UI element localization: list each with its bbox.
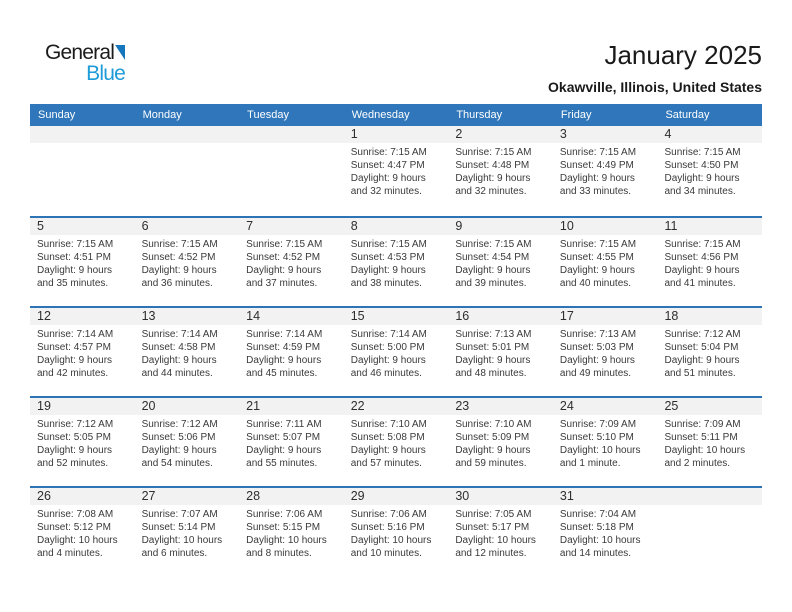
sunset-text: Sunset: 5:14 PM <box>141 522 216 533</box>
day-cell <box>30 488 135 576</box>
sunrise-text: Sunrise: 7:15 AM <box>246 239 323 250</box>
daylight-text: Daylight: 9 hours and 38 minutes. <box>350 265 426 289</box>
day-number: 19 <box>30 398 135 415</box>
day-number: 21 <box>239 398 344 415</box>
day-cell <box>30 398 135 486</box>
sunset-text: Sunset: 5:12 PM <box>37 522 111 533</box>
sunset-text: Sunset: 5:00 PM <box>350 342 425 353</box>
sunrise-text: Sunrise: 7:15 AM <box>141 239 218 250</box>
day-info <box>30 505 135 560</box>
sunrise-text: Sunrise: 7:05 AM <box>455 509 532 520</box>
day-number: 15 <box>344 308 449 325</box>
sunset-text: Sunset: 5:03 PM <box>559 342 634 353</box>
day-number: 31 <box>553 488 658 505</box>
day-number: 1 <box>344 126 449 143</box>
sunrise-text: Sunrise: 7:10 AM <box>455 419 532 430</box>
sunset-text: Sunset: 5:11 PM <box>664 432 738 443</box>
day-number <box>30 126 135 143</box>
sunset-text: Sunset: 5:05 PM <box>37 432 111 443</box>
weekday-header-cell: Monday <box>142 109 182 121</box>
day-cell <box>135 398 240 486</box>
day-info <box>135 143 240 146</box>
day-cell <box>30 218 135 306</box>
day-info <box>553 143 658 198</box>
day-number: 8 <box>344 218 449 235</box>
day-cell <box>239 488 344 576</box>
sunrise-text: Sunrise: 7:13 AM <box>559 329 637 340</box>
daylight-text: Daylight: 9 hours and 55 minutes. <box>246 445 322 469</box>
weekday-header-cell: Sunday <box>38 109 76 121</box>
day-cell <box>553 308 658 396</box>
day-cell <box>553 488 658 576</box>
sunset-text: Sunset: 4:54 PM <box>455 252 530 263</box>
day-info <box>344 505 449 560</box>
day-info <box>135 235 240 290</box>
day-info <box>30 325 135 380</box>
day-number: 18 <box>657 308 762 325</box>
day-number: 14 <box>239 308 344 325</box>
calendar-weeks <box>30 126 762 576</box>
day-cell <box>344 488 449 576</box>
day-number: 23 <box>448 398 553 415</box>
week-row <box>30 306 762 396</box>
daylight-text: Daylight: 10 hours and 10 minutes. <box>350 535 432 559</box>
sunrise-text: Sunrise: 7:06 AM <box>350 509 427 520</box>
day-number: 12 <box>30 308 135 325</box>
sunrise-text: Sunrise: 7:09 AM <box>559 419 637 430</box>
day-number <box>135 126 240 143</box>
day-number: 7 <box>239 218 344 235</box>
day-number: 9 <box>448 218 553 235</box>
day-info <box>239 415 344 470</box>
daylight-text: Daylight: 10 hours and 12 minutes. <box>455 535 536 559</box>
sunrise-text: Sunrise: 7:07 AM <box>141 509 218 520</box>
sunset-text: Sunset: 5:09 PM <box>455 432 530 443</box>
day-number: 24 <box>553 398 658 415</box>
day-cell <box>30 308 135 396</box>
sunset-text: Sunset: 5:01 PM <box>455 342 530 353</box>
logo-text-general: General <box>45 41 115 64</box>
week-row <box>30 126 762 216</box>
generalblue-logo <box>45 42 125 83</box>
day-number: 28 <box>239 488 344 505</box>
sunset-text: Sunset: 4:50 PM <box>664 160 739 171</box>
day-info <box>30 235 135 290</box>
daylight-text: Daylight: 10 hours and 1 minute. <box>559 445 641 469</box>
sunrise-text: Sunrise: 7:15 AM <box>350 239 427 250</box>
sunrise-text: Sunrise: 7:15 AM <box>350 147 427 158</box>
daylight-text: Daylight: 9 hours and 48 minutes. <box>455 355 531 379</box>
daylight-text: Daylight: 9 hours and 34 minutes. <box>664 173 740 197</box>
daylight-text: Daylight: 9 hours and 40 minutes. <box>559 265 635 289</box>
sunrise-text: Sunrise: 7:15 AM <box>455 147 532 158</box>
sunrise-text: Sunrise: 7:09 AM <box>664 419 741 430</box>
daylight-text: Daylight: 9 hours and 46 minutes. <box>350 355 426 379</box>
sunset-text: Sunset: 4:52 PM <box>141 252 216 263</box>
sunrise-text: Sunrise: 7:15 AM <box>455 239 532 250</box>
day-info <box>448 143 553 198</box>
daylight-text: Daylight: 9 hours and 45 minutes. <box>246 355 322 379</box>
sunset-text: Sunset: 4:53 PM <box>350 252 425 263</box>
sunrise-text: Sunrise: 7:14 AM <box>37 329 114 340</box>
daylight-text: Daylight: 9 hours and 39 minutes. <box>455 265 531 289</box>
sunrise-text: Sunrise: 7:08 AM <box>37 509 114 520</box>
day-number <box>657 488 762 505</box>
day-info <box>239 143 344 146</box>
sunset-text: Sunset: 5:10 PM <box>559 432 634 443</box>
page-title: January 2025 <box>604 40 762 70</box>
sunset-text: Sunset: 4:49 PM <box>559 160 634 171</box>
sunset-text: Sunset: 4:55 PM <box>559 252 634 263</box>
daylight-text: Daylight: 9 hours and 51 minutes. <box>664 355 740 379</box>
empty-day-cell <box>135 126 240 216</box>
day-number: 6 <box>135 218 240 235</box>
day-info <box>239 505 344 560</box>
sunset-text: Sunset: 4:56 PM <box>664 252 739 263</box>
day-number: 20 <box>135 398 240 415</box>
sunrise-text: Sunrise: 7:15 AM <box>37 239 114 250</box>
sunset-text: Sunset: 5:06 PM <box>141 432 216 443</box>
day-cell <box>135 308 240 396</box>
daylight-text: Daylight: 9 hours and 44 minutes. <box>141 355 217 379</box>
day-number: 17 <box>553 308 658 325</box>
day-info <box>135 325 240 380</box>
day-number: 16 <box>448 308 553 325</box>
sunrise-text: Sunrise: 7:06 AM <box>246 509 323 520</box>
sunset-text: Sunset: 5:16 PM <box>350 522 425 533</box>
day-info <box>135 505 240 560</box>
day-number: 22 <box>344 398 449 415</box>
sunset-text: Sunset: 4:51 PM <box>37 252 111 263</box>
day-number <box>239 126 344 143</box>
day-info <box>553 505 658 560</box>
weekday-header-cell: Tuesday <box>247 109 289 121</box>
day-info <box>448 505 553 560</box>
sunset-text: Sunset: 5:18 PM <box>559 522 634 533</box>
daylight-text: Daylight: 9 hours and 49 minutes. <box>559 355 635 379</box>
day-info <box>448 415 553 470</box>
day-cell <box>344 398 449 486</box>
sunset-text: Sunset: 4:47 PM <box>350 160 425 171</box>
day-cell <box>344 308 449 396</box>
day-cell <box>239 308 344 396</box>
sunrise-text: Sunrise: 7:15 AM <box>664 147 741 158</box>
day-number: 29 <box>344 488 449 505</box>
day-cell <box>448 488 553 576</box>
daylight-text: Daylight: 9 hours and 41 minutes. <box>664 265 740 289</box>
week-row <box>30 396 762 486</box>
day-cell <box>553 398 658 486</box>
day-info <box>657 325 762 380</box>
day-number: 2 <box>448 126 553 143</box>
day-number: 13 <box>135 308 240 325</box>
day-info <box>448 325 553 380</box>
empty-day-cell <box>239 126 344 216</box>
day-number: 30 <box>448 488 553 505</box>
sunrise-text: Sunrise: 7:12 AM <box>664 329 741 340</box>
day-number: 25 <box>657 398 762 415</box>
sunset-text: Sunset: 4:58 PM <box>141 342 216 353</box>
day-info <box>553 235 658 290</box>
day-cell <box>448 398 553 486</box>
day-number: 3 <box>553 126 658 143</box>
day-cell <box>657 126 762 216</box>
daylight-text: Daylight: 9 hours and 52 minutes. <box>37 445 113 469</box>
weekday-header-cell: Wednesday <box>351 109 410 121</box>
daylight-text: Daylight: 9 hours and 32 minutes. <box>455 173 531 197</box>
day-cell <box>448 126 553 216</box>
day-info <box>657 505 762 508</box>
day-cell <box>135 218 240 306</box>
sunrise-text: Sunrise: 7:10 AM <box>350 419 427 430</box>
daylight-text: Daylight: 9 hours and 42 minutes. <box>37 355 113 379</box>
day-info <box>239 325 344 380</box>
day-info <box>553 325 658 380</box>
day-cell <box>344 126 449 216</box>
logo-triangle-icon <box>115 45 125 60</box>
sunset-text: Sunset: 4:48 PM <box>455 160 530 171</box>
daylight-text: Daylight: 9 hours and 36 minutes. <box>141 265 217 289</box>
sunrise-text: Sunrise: 7:15 AM <box>559 147 637 158</box>
weekday-header-cell: Thursday <box>456 109 503 121</box>
sunset-text: Sunset: 5:15 PM <box>246 522 321 533</box>
day-cell <box>239 218 344 306</box>
weekday-header-row <box>30 104 762 126</box>
sunset-text: Sunset: 4:57 PM <box>37 342 111 353</box>
day-cell <box>448 218 553 306</box>
calendar-table <box>30 104 762 576</box>
day-cell <box>657 398 762 486</box>
sunset-text: Sunset: 4:59 PM <box>246 342 321 353</box>
daylight-text: Daylight: 10 hours and 8 minutes. <box>246 535 327 559</box>
sunrise-text: Sunrise: 7:13 AM <box>455 329 532 340</box>
sunrise-text: Sunrise: 7:14 AM <box>246 329 323 340</box>
day-info <box>239 235 344 290</box>
day-info <box>657 235 762 290</box>
sunset-text: Sunset: 5:04 PM <box>664 342 739 353</box>
daylight-text: Daylight: 10 hours and 6 minutes. <box>141 535 223 559</box>
day-info <box>30 415 135 470</box>
day-cell <box>135 488 240 576</box>
day-cell <box>553 218 658 306</box>
daylight-text: Daylight: 9 hours and 35 minutes. <box>37 265 113 289</box>
location-subtitle: Okawville, Illinois, United States <box>548 79 762 95</box>
sunset-text: Sunset: 5:07 PM <box>246 432 321 443</box>
day-info <box>553 415 658 470</box>
daylight-text: Daylight: 9 hours and 59 minutes. <box>455 445 531 469</box>
sunrise-text: Sunrise: 7:14 AM <box>350 329 427 340</box>
daylight-text: Daylight: 10 hours and 2 minutes. <box>664 445 746 469</box>
sunset-text: Sunset: 4:52 PM <box>246 252 321 263</box>
sunrise-text: Sunrise: 7:15 AM <box>664 239 741 250</box>
weekday-header-cell: Friday <box>560 109 592 121</box>
empty-day-cell <box>30 126 135 216</box>
week-row <box>30 216 762 306</box>
sunrise-text: Sunrise: 7:04 AM <box>559 509 637 520</box>
day-number: 5 <box>30 218 135 235</box>
sunrise-text: Sunrise: 7:11 AM <box>246 419 322 430</box>
sunrise-text: Sunrise: 7:12 AM <box>141 419 218 430</box>
daylight-text: Daylight: 9 hours and 33 minutes. <box>559 173 635 197</box>
day-info <box>448 235 553 290</box>
day-info <box>344 325 449 380</box>
empty-day-cell <box>657 488 762 576</box>
day-info <box>344 143 449 198</box>
week-row <box>30 486 762 576</box>
weekday-header-cell: Saturday <box>665 109 710 121</box>
daylight-text: Daylight: 9 hours and 32 minutes. <box>350 173 426 197</box>
day-number: 10 <box>553 218 658 235</box>
daylight-text: Daylight: 9 hours and 37 minutes. <box>246 265 322 289</box>
sunset-text: Sunset: 5:08 PM <box>350 432 425 443</box>
day-info <box>657 143 762 198</box>
day-info <box>30 143 135 146</box>
day-number: 4 <box>657 126 762 143</box>
day-cell <box>344 218 449 306</box>
day-cell <box>448 308 553 396</box>
sunrise-text: Sunrise: 7:15 AM <box>559 239 637 250</box>
daylight-text: Daylight: 9 hours and 54 minutes. <box>141 445 217 469</box>
day-info <box>344 235 449 290</box>
day-cell <box>657 308 762 396</box>
day-cell <box>239 398 344 486</box>
sunset-text: Sunset: 5:17 PM <box>455 522 530 533</box>
day-info <box>135 415 240 470</box>
day-number: 11 <box>657 218 762 235</box>
day-info <box>657 415 762 470</box>
daylight-text: Daylight: 10 hours and 14 minutes. <box>559 535 641 559</box>
day-number: 26 <box>30 488 135 505</box>
sunrise-text: Sunrise: 7:12 AM <box>37 419 114 430</box>
day-cell <box>657 218 762 306</box>
day-cell <box>553 126 658 216</box>
day-info <box>344 415 449 470</box>
daylight-text: Daylight: 10 hours and 4 minutes. <box>37 535 118 559</box>
day-number: 27 <box>135 488 240 505</box>
daylight-text: Daylight: 9 hours and 57 minutes. <box>350 445 426 469</box>
logo-text-blue: Blue <box>86 62 125 85</box>
sunrise-text: Sunrise: 7:14 AM <box>141 329 218 340</box>
